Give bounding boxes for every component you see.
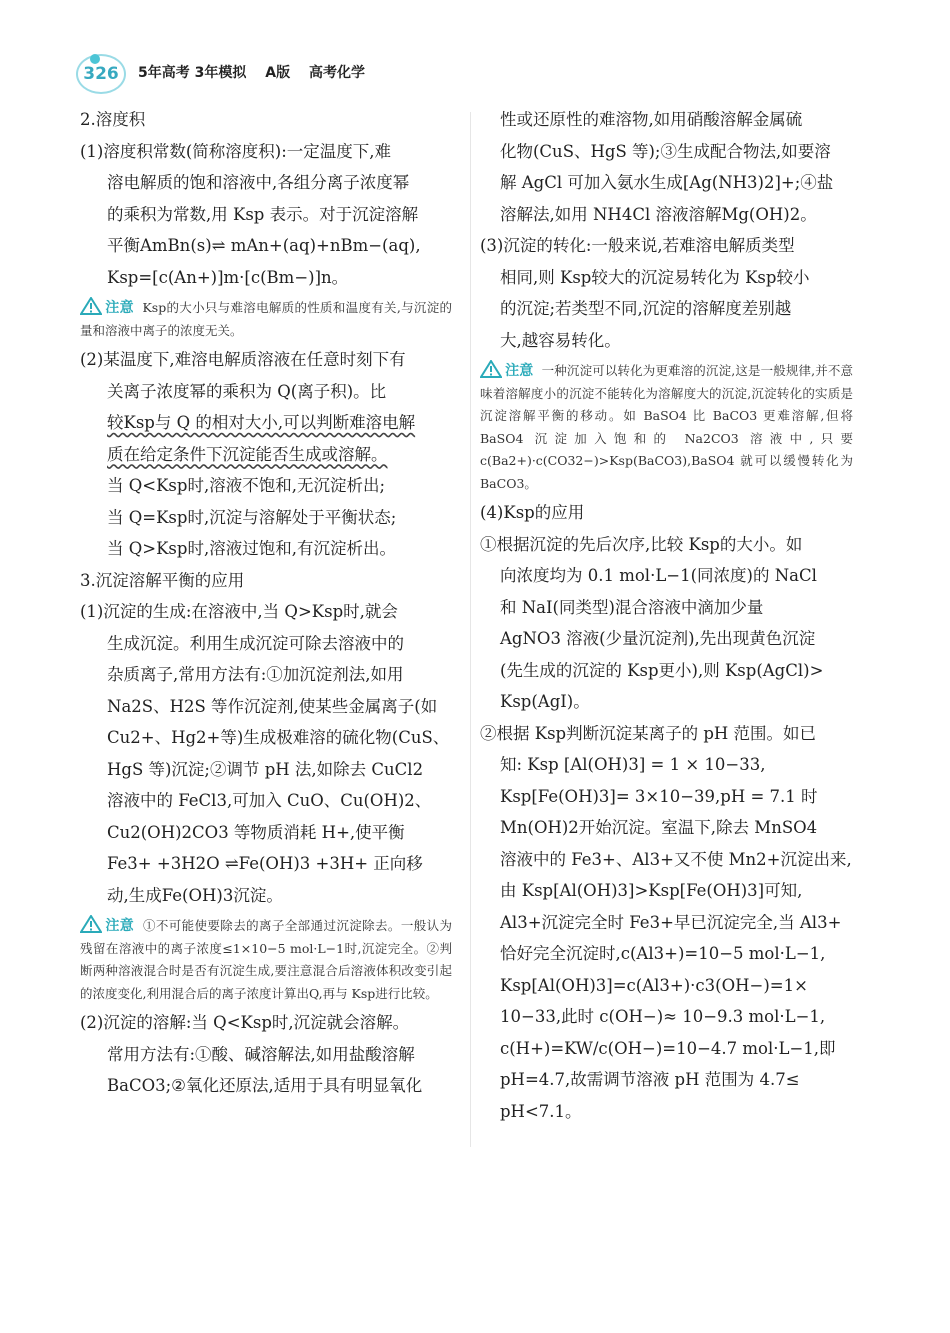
paragraph-line: 性或还原性的难溶物,如用硝酸溶解金属硫 [500, 110, 803, 129]
warning-icon [80, 297, 102, 315]
paragraph-line: 溶液中的 FeCl3,可加入 CuO、Cu(OH)2、 [107, 791, 432, 810]
paragraph-line: 的乘积为常数,用 Ksp 表示。对于沉淀溶解 [107, 204, 419, 224]
paragraph-line: (3)沉淀的转化:一般来说,若难溶电解质类型 [480, 236, 795, 255]
section-title: (4)Ksp的应用 [480, 503, 585, 522]
note-label: 注意 [105, 300, 134, 316]
note-text: ①不可能使要除去的离子全部通过沉淀除去。一般认为残留在溶液中的离子浓度≤1×10−5 mol·L−1时,沉淀完全。②判断两种溶液混合时是否有沉淀生成,要注意混合后溶液体积改变引起的浓度变化,利用混合后的离子浓度计算出Q,再与 Ksp进行比较。 [80, 918, 452, 1001]
paragraph-line: 当 Q>Ksp时,溶液过饱和,有沉淀析出。 [107, 539, 396, 558]
paragraph-line: 当 Q=Ksp时,沉淀与溶解处于平衡状态; [107, 507, 397, 527]
paragraph-line: 生成沉淀。利用生成沉淀可除去溶液中的 [107, 633, 404, 653]
paragraph-line: 恰好完全沉淀时,c(Al3+)=10−5 mol·L−1, [500, 944, 826, 963]
paragraph-line: 大,越容易转化。 [500, 330, 621, 350]
paragraph-line: (2)沉淀的溶解:当 Q<Ksp时,沉淀就会溶解。 [80, 1013, 410, 1032]
paragraph-line: Al3+沉淀完全时 Fe3+早已沉淀完全,当 Al3+ [500, 912, 842, 932]
paragraph-line: (2)某温度下,难溶电解质溶液在任意时刻下有 [80, 350, 406, 369]
paragraph-line: HgS 等)沉淀;②调节 pH 法,如除去 CuCl2 [107, 759, 424, 779]
note-box [480, 360, 853, 495]
paragraph-line: 的沉淀;若类型不同,沉淀的溶解度差别越 [500, 299, 792, 318]
paragraph-line: (先生成的沉淀的 Ksp更小),则 Ksp(AgCl)> [500, 660, 824, 680]
paragraph-line: 10−33,此时 c(OH−)≈ 10−9.3 mol·L−1, [500, 1007, 826, 1026]
note-box [80, 297, 452, 342]
paragraph-line: Fe3+ +3H2O ⇌Fe(OH)3 +3H+ 正向移 [107, 854, 423, 873]
paragraph-line: (1)沉淀的生成:在溶液中,当 Q>Ksp时,就会 [80, 602, 398, 621]
paragraph-line: 杂质离子,常用方法有:①加沉淀剂法,如用 [107, 665, 404, 684]
paragraph-line: BaCO3;②氧化还原法,适用于具有明显氧化 [107, 1076, 423, 1095]
paragraph-line: 和 NaI(同类型)混合溶液中滴加少量 [500, 597, 764, 617]
paragraph-line: pH<7.1。 [500, 1101, 582, 1121]
warning-icon [480, 360, 502, 378]
paragraph-line: 化物(CuS、HgS 等);③生成配合物法,如要溶 [500, 141, 831, 161]
page-header [68, 50, 888, 94]
paragraph-line: 当 Q<Ksp时,溶液不饱和,无沉淀析出; [107, 476, 386, 495]
paragraph-line: (1)溶度积常数(简称溶度积):一定温度下,难 [80, 141, 392, 161]
edition-label: A版 [265, 65, 291, 81]
note-text: Ksp的大小只与难溶电解质的性质和温度有关,与沉淀的量和溶液中离子的浓度无关。 [80, 300, 452, 338]
header-title [138, 62, 379, 82]
emphasis-line: 质在给定条件下沉淀能否生成或溶解。 [107, 444, 388, 464]
right-column [480, 104, 853, 1127]
badge-dot-icon [90, 54, 100, 64]
paragraph-line: 平衡AmBn(s)⇌ mAn+(aq)+nBm−(aq), [107, 236, 421, 255]
warning-icon [80, 915, 102, 933]
paragraph-line: 向浓度均为 0.1 mol·L−1(同浓度)的 NaCl [500, 566, 817, 585]
paragraph-line: Ksp=[c(An+)]m·[c(Bm−)]n。 [107, 267, 349, 287]
section-title: 2.溶度积 [80, 110, 146, 129]
paragraph-line: 动,生成Fe(OH)3沉淀。 [107, 885, 283, 905]
series-title: 5年高考 3年模拟 [138, 65, 247, 81]
paragraph-line: 解 AgCl 可加入氨水生成[Ag(NH3)2]+;④盐 [500, 173, 834, 192]
paragraph-line: Cu2(OH)2CO3 等物质消耗 H+,使平衡 [107, 822, 405, 842]
page-number-badge [76, 54, 126, 94]
note-text: 一种沉淀可以转化为更难溶的沉淀,这是一般规律,并不意味着溶解度小的沉淀不能转化为溶解度大的沉淀,沉淀转化的实质是沉淀溶解平衡的移动。如 BaSO4 比 BaCO3 更难溶解,但将 BaSO4 沉淀加入饱和的 Na2CO3 溶液中,只要 c(Ba2+)·c(CO32−)>Ksp(BaCO3),BaSO4 就可以缓慢转化为 BaCO3。 [480, 363, 854, 491]
note-box [80, 915, 452, 1005]
paragraph-line: pH=4.7,故需调节溶液 pH 范围为 4.7≤ [500, 1070, 800, 1089]
page-number: 326 [83, 64, 119, 84]
paragraph-line: ①根据沉淀的先后次序,比较 Ksp的大小。如 [480, 534, 803, 554]
paragraph-line: 知: Ksp [Al(OH)3] = 1 × 10−33, [500, 755, 766, 774]
paragraph-line: 相同,则 Ksp较大的沉淀易转化为 Ksp较小 [500, 267, 810, 287]
paragraph-line: 常用方法有:①酸、碱溶解法,如用盐酸溶解 [107, 1044, 415, 1064]
paragraph-line: 溶电解质的饱和溶液中,各组分离子浓度幂 [107, 173, 410, 192]
paragraph-line: Ksp(AgI)。 [500, 692, 590, 711]
paragraph-line: 关离子浓度幂的乘积为 Q(离子积)。比 [107, 381, 387, 401]
paragraph-line: c(H+)=KW/c(OH−)=10−4.7 mol·L−1,即 [500, 1038, 836, 1058]
paragraph-line: Ksp[Fe(OH)3]= 3×10−39,pH = 7.1 时 [500, 786, 818, 806]
paragraph-line: Mn(OH)2开始沉淀。室温下,除去 MnSO4 [500, 818, 818, 837]
paragraph-line: 溶解法,如用 NH4Cl 溶液溶解Mg(OH)2。 [500, 204, 817, 224]
note-label: 注意 [105, 918, 135, 934]
column-divider [470, 112, 471, 1147]
paragraph-line: 溶液中的 Fe3+、Al3+又不使 Mn2+沉淀出来, [500, 849, 852, 869]
paragraph-line: 由 Ksp[Al(OH)3]>Ksp[Fe(OH)3]可知, [500, 881, 803, 900]
paragraph-line: Na2S、H2S 等作沉淀剂,使某些金属离子(如 [107, 696, 438, 716]
paragraph-line: Ksp[Al(OH)3]=c(Al3+)·c3(OH−)=1× [500, 975, 808, 995]
note-label: 注意 [505, 363, 534, 379]
emphasis-line: 较Ksp与 Q 的相对大小,可以判断难溶电解 [107, 413, 416, 432]
section-title: 3.沉淀溶解平衡的应用 [80, 570, 245, 590]
paragraph-line: ②根据 Ksp判断沉淀某离子的 pH 范围。如已 [480, 723, 817, 743]
paragraph-line: AgNO3 溶液(少量沉淀剂),先出现黄色沉淀 [500, 629, 816, 648]
paragraph-line: Cu2+、Hg2+等)生成极难溶的硫化物(CuS、 [107, 728, 450, 747]
left-column [80, 104, 452, 1102]
subject-label: 高考化学 [308, 65, 365, 81]
